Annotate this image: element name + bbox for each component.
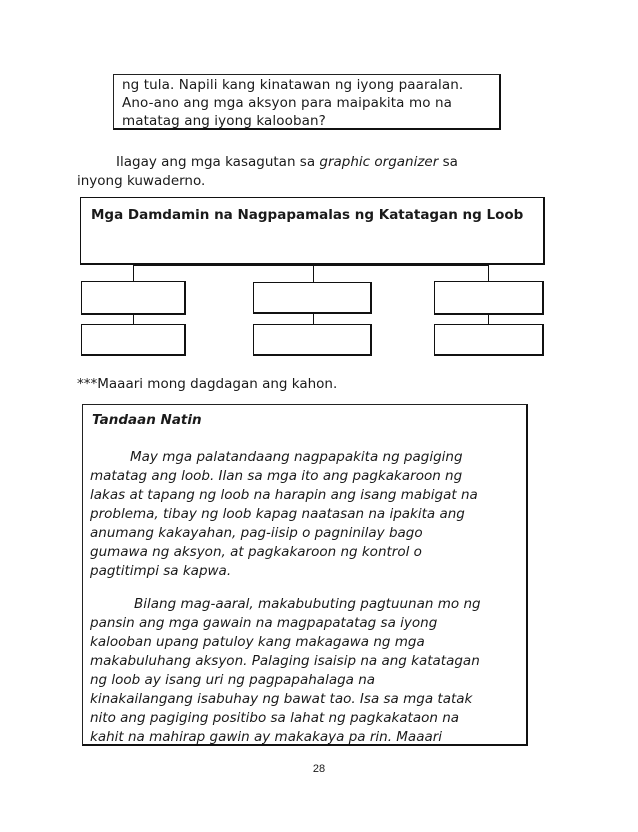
organizer-connector-horizontal xyxy=(133,265,489,266)
page-number: 28 xyxy=(312,763,326,775)
tandaan-p1-line: anumang kakayahan, pag-iisip o pagninilay bago xyxy=(90,525,423,541)
question-line: Ano-ano ang mga aksyon para maipakita mo na xyxy=(122,95,452,111)
tandaan-p2-line: nito ang pagiging positibo sa lahat ng pagkakataon na xyxy=(90,710,460,726)
tandaan-p1-line: matatag ang loob. Ilan sa mga ito ang pagkakaroon ng xyxy=(90,468,463,484)
instruction-italic-term: graphic organizer xyxy=(319,154,439,170)
footnote: ***Maaari mong dagdagan ang kahon. xyxy=(77,376,338,392)
tandaan-p2-line: ng loob ay isang uri ng pagpapahalaga na xyxy=(90,672,376,688)
organizer-connector-vertical xyxy=(488,265,489,282)
instruction-line-2: inyong kuwaderno. xyxy=(77,173,206,189)
tandaan-title: Tandaan Natin xyxy=(92,412,202,428)
organizer-box-col1-bottom xyxy=(81,324,186,356)
tandaan-p2-line: kinakailangang isabuhay ng bawat tao. Isa sa mga tatak xyxy=(90,691,473,707)
tandaan-p2-line: kalooban upang patuloy kang makagawa ng mga xyxy=(90,634,425,650)
organizer-box-col1-top xyxy=(81,281,186,315)
tandaan-p1-line: pagtitimpi sa kapwa. xyxy=(90,563,232,579)
tandaan-p1-line: May mga palatandaang nagpapakita ng pagiging xyxy=(130,449,463,465)
question-line: ng tula. Napili kang kinatawan ng iyong paaralan. xyxy=(122,77,464,93)
question-box xyxy=(113,74,501,130)
organizer-connector-vertical xyxy=(133,265,134,282)
organizer-box-col2-top xyxy=(253,282,372,314)
tandaan-p2-line: kahit na mahirap gawin ay makakaya pa rin. Maaari xyxy=(90,729,443,745)
instruction-text-end: sa xyxy=(438,154,458,170)
organizer-box-col3-bottom xyxy=(434,324,544,356)
organizer-box-col3-top xyxy=(434,281,544,315)
question-line: matatag ang iyong kalooban? xyxy=(122,113,326,129)
tandaan-p1-line: problema, tibay ng loob kapag naatasan na ipakita ang xyxy=(90,506,465,522)
organizer-connector-vertical xyxy=(313,265,314,283)
organizer-main-box xyxy=(80,197,545,265)
organizer-box-col2-bottom xyxy=(253,324,372,356)
instruction-line-1 xyxy=(116,152,458,172)
tandaan-p2-line: Bilang mag-aaral, makabubuting pagtuunan mo ng xyxy=(134,596,481,612)
tandaan-p2-line: pansin ang mga gawain na magpapatatag sa iyong xyxy=(90,615,438,631)
instruction-text: Ilagay ang mga kasagutan sa xyxy=(116,154,320,170)
organizer-title: Mga Damdamin na Nagpapamalas ng Katatagan ng Loob xyxy=(91,207,524,223)
tandaan-p2-line: makabuluhang aksyon. Palaging isaisip na ang katatagan xyxy=(90,653,480,669)
tandaan-p1-line: gumawa ng aksyon, at pagkakaroon ng kontrol o xyxy=(90,544,422,560)
tandaan-p1-line: lakas at tapang ng loob na harapin ang isang mabigat na xyxy=(90,487,478,503)
